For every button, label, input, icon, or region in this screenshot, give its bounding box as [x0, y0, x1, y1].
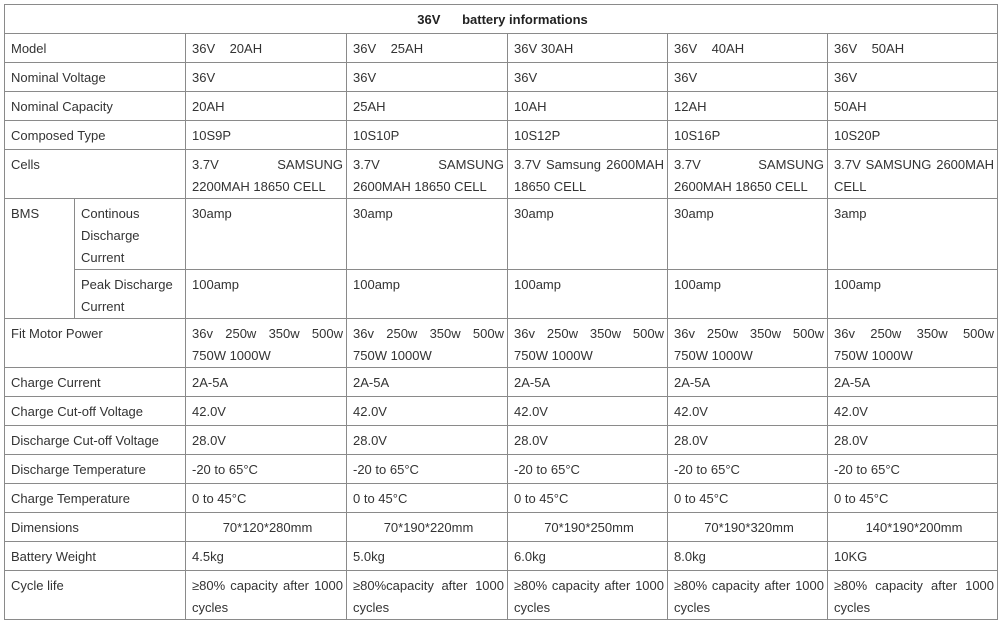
row-cells	[5, 150, 998, 199]
cell-value: 2A-5A	[347, 368, 508, 397]
row-bms-peak	[5, 270, 998, 319]
cell-value: 30amp	[186, 199, 347, 270]
row-dimensions	[5, 513, 998, 542]
cell-value: 36V	[186, 63, 347, 92]
cell-value: ≥80% capacity after 1000 cycles	[508, 571, 668, 620]
cell-value: 2A-5A	[186, 368, 347, 397]
cell-value: 70*120*280mm	[186, 513, 347, 542]
cell-value: ≥80% capacity after 1000 cycles	[828, 571, 998, 620]
row-label: Charge Current	[5, 368, 186, 397]
row-discharge-cutoff	[5, 426, 998, 455]
row-label: Cycle life	[5, 571, 186, 620]
cell-value: -20 to 65°C	[508, 455, 668, 484]
cell-value: 36v 250w 350w 500w 750W 1000W	[186, 319, 347, 368]
row-label: Nominal Voltage	[5, 63, 186, 92]
row-charge-cutoff	[5, 397, 998, 426]
cell-value: 3.7V SAMSUNG 2600MAH CELL	[828, 150, 998, 199]
cell-value: 0 to 45°C	[668, 484, 828, 513]
cell-value: 30amp	[668, 199, 828, 270]
cell-value: -20 to 65°C	[186, 455, 347, 484]
cell-value: 10S16P	[668, 121, 828, 150]
cell-value: ≥80%capacity after 1000 cycles	[347, 571, 508, 620]
row-bms-continuous	[5, 199, 998, 270]
cell-value: 36v 250w 350w 500w 750W 1000W	[828, 319, 998, 368]
row-composed-type	[5, 121, 998, 150]
row-label: Charge Temperature	[5, 484, 186, 513]
row-nominal-capacity	[5, 92, 998, 121]
cell-value: 10S20P	[828, 121, 998, 150]
title-row	[5, 5, 998, 34]
row-charge-temperature	[5, 484, 998, 513]
cell-value: ≥80% capacity after 1000 cycles	[186, 571, 347, 620]
cell-value: 42.0V	[668, 397, 828, 426]
row-label: Battery Weight	[5, 542, 186, 571]
row-sublabel: Continous Discharge Current	[75, 199, 186, 270]
row-charge-current	[5, 368, 998, 397]
cell-value: 12AH	[668, 92, 828, 121]
cell-value: 10KG	[828, 542, 998, 571]
row-discharge-temperature	[5, 455, 998, 484]
row-label: Cells	[5, 150, 186, 199]
cell-value: 50AH	[828, 92, 998, 121]
cell-value: 100amp	[828, 270, 998, 319]
row-label: Discharge Temperature	[5, 455, 186, 484]
cell-value: 0 to 45°C	[186, 484, 347, 513]
cell-value: 10S12P	[508, 121, 668, 150]
cell-value: 42.0V	[508, 397, 668, 426]
cell-value: 36V 20AH	[186, 34, 347, 63]
cell-value: 36V	[828, 63, 998, 92]
cell-value: 36V	[347, 63, 508, 92]
cell-value: 70*190*320mm	[668, 513, 828, 542]
cell-value: 28.0V	[186, 426, 347, 455]
cell-value: 2A-5A	[668, 368, 828, 397]
cell-value: 36v 250w 350w 500w 750W 1000W	[347, 319, 508, 368]
row-cycle-life	[5, 571, 998, 620]
cell-value: 36V 25AH	[347, 34, 508, 63]
cell-value: 8.0kg	[668, 542, 828, 571]
cell-value: 10S9P	[186, 121, 347, 150]
cell-value: 140*190*200mm	[828, 513, 998, 542]
cell-value: 3.7V Samsung 2600MAH 18650 CELL	[508, 150, 668, 199]
row-fit-motor-power	[5, 319, 998, 368]
cell-value: 2A-5A	[828, 368, 998, 397]
cell-value: 3.7V SAMSUNG 2600MAH 18650 CELL	[668, 150, 828, 199]
cell-value: ≥80% capacity after 1000 cycles	[668, 571, 828, 620]
cell-value: 42.0V	[828, 397, 998, 426]
cell-value: 36V	[668, 63, 828, 92]
cell-value: -20 to 65°C	[347, 455, 508, 484]
cell-value: 70*190*250mm	[508, 513, 668, 542]
cell-value: 2A-5A	[508, 368, 668, 397]
cell-value: 5.0kg	[347, 542, 508, 571]
row-nominal-voltage	[5, 63, 998, 92]
cell-value: 70*190*220mm	[347, 513, 508, 542]
cell-value: 28.0V	[347, 426, 508, 455]
cell-value: -20 to 65°C	[828, 455, 998, 484]
table-title: 36V battery informations	[5, 5, 998, 34]
cell-value: 36V 50AH	[828, 34, 998, 63]
cell-value: 28.0V	[668, 426, 828, 455]
cell-value: 0 to 45°C	[828, 484, 998, 513]
row-label: Nominal Capacity	[5, 92, 186, 121]
cell-value: 4.5kg	[186, 542, 347, 571]
cell-value: 28.0V	[508, 426, 668, 455]
cell-value: -20 to 65°C	[668, 455, 828, 484]
row-label: Charge Cut-off Voltage	[5, 397, 186, 426]
cell-value: 100amp	[508, 270, 668, 319]
row-sublabel: Peak Discharge Current	[75, 270, 186, 319]
cell-value: 10AH	[508, 92, 668, 121]
cell-value: 0 to 45°C	[508, 484, 668, 513]
cell-value: 3.7V SAMSUNG 2600MAH 18650 CELL	[347, 150, 508, 199]
cell-value: 3.7V SAMSUNG 2200MAH 18650 CELL	[186, 150, 347, 199]
cell-value: 25AH	[347, 92, 508, 121]
row-label: Discharge Cut-off Voltage	[5, 426, 186, 455]
battery-spec-table	[4, 4, 998, 620]
cell-value: 30amp	[508, 199, 668, 270]
cell-value: 36V 30AH	[508, 34, 668, 63]
cell-value: 36V 40AH	[668, 34, 828, 63]
cell-value: 0 to 45°C	[347, 484, 508, 513]
cell-value: 30amp	[347, 199, 508, 270]
cell-value: 100amp	[347, 270, 508, 319]
row-label: Composed Type	[5, 121, 186, 150]
bms-label: BMS	[5, 199, 75, 319]
cell-value: 42.0V	[186, 397, 347, 426]
cell-value: 42.0V	[347, 397, 508, 426]
row-battery-weight	[5, 542, 998, 571]
cell-value: 100amp	[668, 270, 828, 319]
cell-value: 100amp	[186, 270, 347, 319]
row-label: Model	[5, 34, 186, 63]
cell-value: 20AH	[186, 92, 347, 121]
cell-value: 36v 250w 350w 500w 750W 1000W	[668, 319, 828, 368]
row-model	[5, 34, 998, 63]
row-label: Dimensions	[5, 513, 186, 542]
cell-value: 36v 250w 350w 500w 750W 1000W	[508, 319, 668, 368]
cell-value: 36V	[508, 63, 668, 92]
cell-value: 3amp	[828, 199, 998, 270]
row-label: Fit Motor Power	[5, 319, 186, 368]
cell-value: 28.0V	[828, 426, 998, 455]
cell-value: 6.0kg	[508, 542, 668, 571]
cell-value: 10S10P	[347, 121, 508, 150]
